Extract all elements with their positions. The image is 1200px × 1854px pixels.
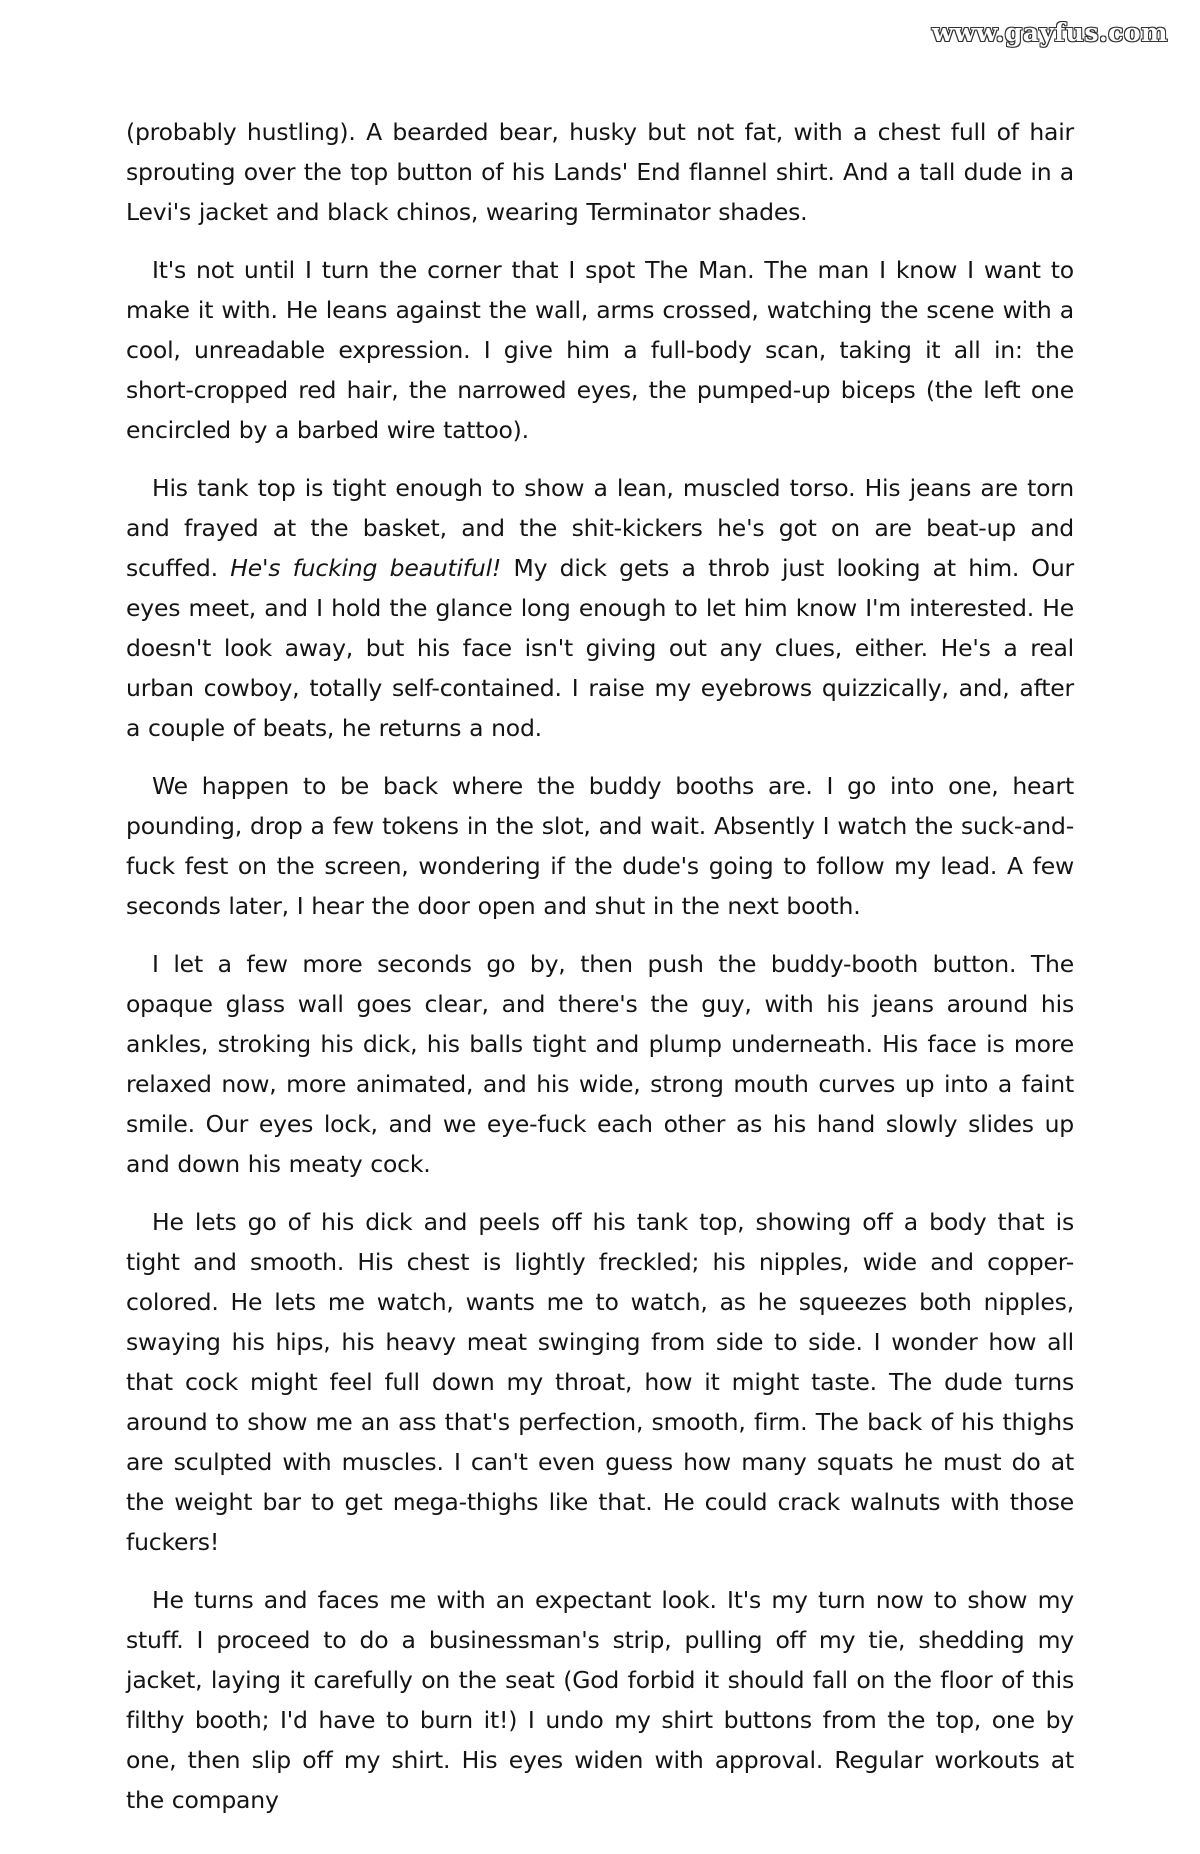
paragraph-7: He turns and faces me with an expectant look. It's my turn now to show my stuff. I proceed to do a businessman's strip, pulling off my tie, shedding my jacket, laying it carefully on the seat (God forbid it should fall on the floor of this filthy booth; I'd have to burn it!) I undo my shirt buttons from the top, one by one, then slip off my shirt. His eyes widen with approval. Regular workouts at the company [126, 1586, 1074, 1814]
paragraph-3 [126, 468, 1074, 748]
paragraph-1: (probably hustling). A bearded bear, husky but not fat, with a chest full of hair sprouting over the top button of his Lands' End flannel shirt. And a tall dude in a Levi's jacket and black chinos, wearing Terminator shades. [126, 118, 1074, 226]
paragraph-6: He lets go of his dick and peels off his tank top, showing off a body that is tight and smooth. His chest is lightly freckled; his nipples, wide and copper-colored. He lets me watch, wants me to watch, as he squeezes both nipples, swaying his hips, his heavy meat swinging from side to side. I wonder how all that cock might feel full down my throat, how it might taste. The dude turns around to show me an ass that's perfection, smooth, firm. The back of his thighs are sculpted with muscles. I can't even guess how many squats he must do at the weight bar to get mega-thighs like that. He could crack walnuts with those fuckers! [126, 1208, 1074, 1556]
watermark-text: www.gayfus.com [931, 18, 1168, 47]
paragraph-4: We happen to be back where the buddy booths are. I go into one, heart pounding, drop a few tokens in the slot, and wait. Absently I watch the suck-and-fuck fest on the screen, wondering if the dude's going to follow my lead. A few seconds later, I hear the door open and shut in the next booth. [126, 772, 1074, 920]
page-body-text [126, 112, 1074, 1838]
paragraph-3-italic-text: He's fucking beautiful! [230, 554, 502, 582]
paragraph-2: It's not until I turn the corner that I spot The Man. The man I know I want to make it with. He leans against the wall, arms crossed, watching the scene with a cool, unreadable expression. I give him a full-body scan, taking it all in: the short-cropped red hair, the narrowed eyes, the pumped-up biceps (the left one encircled by a barbed wire tattoo). [126, 256, 1074, 444]
paragraph-5: I let a few more seconds go by, then push the buddy-booth button. The opaque glass wall goes clear, and there's the guy, with his jeans around his ankles, stroking his dick, his balls tight and plump underneath. His face is more relaxed now, more animated, and his wide, strong mouth curves up into a faint smile. Our eyes lock, and we eye-fuck each other as his hand slowly slides up and down his meaty cock. [126, 950, 1074, 1178]
paragraph-3-text-end: My dick gets a throb just looking at him. Our eyes meet, and I hold the glance long enough to let him know I'm interested. He doesn't look away, but his face isn't giving out any clues, either. He's a real urban cowboy, totally self-contained. I raise my eyebrows quizzically, and, after a couple of beats, he returns a nod. [126, 554, 1074, 742]
paragraph-3-text-start: His tank top is tight enough to show a lean, muscled torso. His jeans are torn and frayed at the basket, and the shit-kickers he's got on are beat-up and scuffed. [126, 474, 1074, 582]
